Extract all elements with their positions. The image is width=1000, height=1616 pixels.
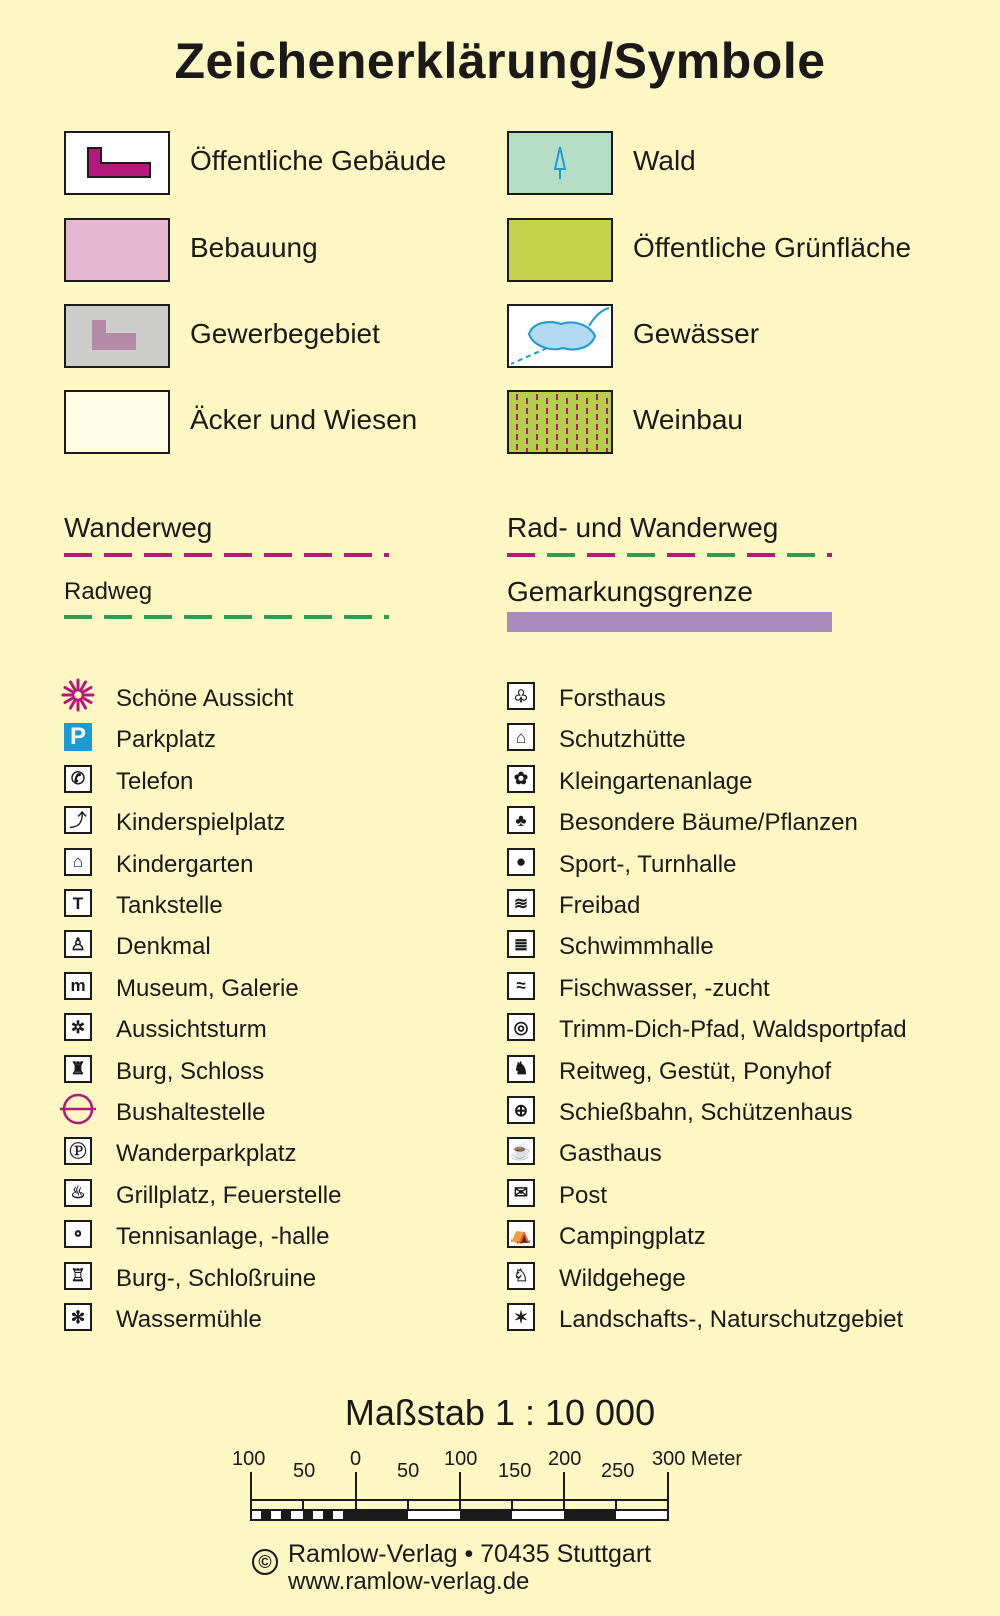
tennis-icon: ⚬	[64, 1220, 92, 1248]
symbol-label: Schutzhütte	[559, 726, 686, 754]
legend-forest	[507, 131, 947, 197]
symbol-label: Burg-, Schloßruine	[116, 1264, 317, 1292]
symbol-label: Wassermühle	[116, 1306, 262, 1333]
legend-symbol	[507, 806, 927, 842]
legend-viticulture	[507, 390, 947, 456]
symbol-label: Sport-, Turnhalle	[559, 850, 737, 878]
symbol-label: Freibad	[559, 892, 641, 919]
bus-stop-icon	[64, 1096, 92, 1124]
legend-symbol	[507, 1013, 927, 1049]
lookout-tower-icon: ✲	[64, 1013, 92, 1041]
legend-symbol	[64, 889, 484, 925]
post-horn-icon: ✉	[507, 1179, 535, 1207]
symbol-label: Kleingartenanlage	[559, 767, 753, 795]
scale-tick-label: 50	[397, 1460, 420, 1482]
legend-symbol	[507, 848, 927, 884]
wildlife-enclosure-icon: ♘	[507, 1262, 535, 1290]
scale-tick-label: 50	[293, 1460, 316, 1482]
scale-bar	[246, 1470, 676, 1526]
campfire-icon: ♨	[64, 1179, 92, 1207]
area-label: Wald	[633, 145, 696, 176]
legend-symbol	[64, 1013, 484, 1049]
legend-symbol	[507, 1137, 927, 1173]
scale-tick-label: 100	[232, 1448, 266, 1470]
symbol-label: Besondere Bäume/Pflanzen	[559, 809, 858, 837]
line-label: Radweg	[64, 578, 153, 605]
legend-symbol	[64, 806, 484, 842]
scale-tick-label: 100	[444, 1448, 478, 1470]
legend-symbol	[507, 1055, 927, 1091]
boundary-band	[507, 612, 832, 632]
industrial-swatch	[64, 304, 170, 368]
legend-green-space	[507, 218, 947, 284]
legend-symbol	[64, 1055, 484, 1091]
forest-swatch	[507, 131, 613, 195]
legend-public-buildings	[64, 131, 484, 197]
indoor-pool-icon: ≣	[507, 930, 535, 958]
legend-industrial	[64, 304, 484, 370]
symbol-label: Schöne Aussicht	[116, 685, 294, 712]
legend-symbol	[64, 682, 484, 718]
symbol-label: Gasthaus	[559, 1140, 662, 1168]
parking-icon: P	[64, 723, 92, 751]
line-label: Wanderweg	[64, 512, 213, 543]
gas-station-icon: T	[64, 889, 92, 917]
legend-symbol	[507, 1303, 927, 1339]
phone-icon: ✆	[64, 765, 92, 793]
legend-symbol	[507, 1096, 927, 1132]
forester-house-icon: ♧	[507, 682, 535, 710]
scale-tick-label: 200	[548, 1448, 582, 1470]
legend-symbol	[64, 972, 484, 1008]
shooting-range-icon: ⊕	[507, 1096, 535, 1124]
legend-symbol	[507, 930, 927, 966]
sports-hall-icon: ●	[507, 848, 535, 876]
bike-hiking-path-line	[507, 553, 832, 557]
watermill-icon: ✻	[64, 1303, 92, 1331]
water-swatch	[507, 304, 613, 368]
legend-symbol	[507, 723, 927, 759]
viticulture-swatch	[507, 390, 613, 454]
scale-tick-label: 300 Meter	[652, 1448, 743, 1470]
symbol-label: Grillplatz, Feuerstelle	[116, 1181, 342, 1209]
symbol-label: Aussichtsturm	[116, 1016, 267, 1044]
playground-icon: ⤴	[64, 806, 92, 834]
legend-title: Zeichenerklärung/Symbole	[174, 33, 826, 89]
legend-symbol	[64, 765, 484, 801]
hiker-parking-icon: Ⓟ	[64, 1137, 92, 1165]
legend-symbol	[64, 1096, 484, 1132]
legend-symbol	[64, 930, 484, 966]
castle-ruin-icon: ♖	[64, 1262, 92, 1290]
symbol-label: Parkplatz	[116, 726, 217, 754]
symbol-label: Wanderparkplatz	[116, 1140, 297, 1168]
legend-symbol	[507, 972, 927, 1008]
symbol-label: Wildgehege	[559, 1264, 686, 1292]
legend-symbol	[507, 1262, 927, 1298]
area-label: Äcker und Wiesen	[190, 404, 418, 435]
area-label: Weinbau	[633, 404, 744, 435]
symbol-label: Fischwasser, -zucht	[559, 974, 770, 1002]
legend-symbol	[64, 1137, 484, 1173]
riding-icon: ♞	[507, 1055, 535, 1083]
symbol-label: Burg, Schloss	[116, 1057, 265, 1085]
inn-icon: ☕	[507, 1137, 535, 1165]
nature-reserve-icon: ✶	[507, 1303, 535, 1331]
legend-symbol	[64, 723, 484, 759]
legend-symbol	[64, 1303, 484, 1339]
legend-symbol	[507, 682, 927, 718]
viewpoint-icon	[64, 682, 92, 710]
publisher-url: www.ramlow-verlag.de	[288, 1568, 530, 1595]
symbol-label: Kindergarten	[116, 850, 254, 878]
legend-hiking-path	[64, 512, 394, 562]
line-label: Gemarkungsgrenze	[507, 576, 753, 607]
area-label: Gewerbegebiet	[190, 318, 380, 349]
fishing-icon: ≈	[507, 972, 535, 1000]
symbol-label: Bushaltestelle	[116, 1099, 266, 1126]
copyright-icon: ©	[252, 1549, 278, 1575]
symbol-label: Telefon	[116, 767, 194, 795]
area-label: Öffentliche Gebäude	[190, 145, 447, 176]
symbol-label: Forsthaus	[559, 685, 666, 712]
legend-symbol	[64, 1220, 484, 1256]
fitness-trail-icon: ◎	[507, 1013, 535, 1041]
legend-fields	[64, 390, 484, 456]
symbol-label: Tennisanlage, -halle	[116, 1223, 330, 1251]
public-building-swatch	[64, 131, 170, 195]
legend-symbol	[507, 1179, 927, 1215]
legend-settlement	[64, 218, 484, 284]
line-label: Rad- und Wanderweg	[507, 512, 779, 543]
museum-icon: m	[64, 972, 92, 1000]
legend-bike-path	[64, 578, 394, 624]
legend-symbol	[64, 1262, 484, 1298]
symbol-label: Denkmal	[116, 933, 211, 961]
area-label: Gewässer	[633, 318, 760, 349]
legend-symbol	[507, 765, 927, 801]
outdoor-pool-icon: ≋	[507, 889, 535, 917]
special-trees-icon: ♣	[507, 806, 535, 834]
settlement-swatch	[64, 218, 170, 282]
hiking-path-line	[64, 553, 389, 557]
area-label: Bebauung	[190, 232, 318, 263]
castle-icon: ♜	[64, 1055, 92, 1083]
symbol-label: Reitweg, Gestüt, Ponyhof	[559, 1057, 832, 1085]
legend-symbol	[64, 848, 484, 884]
green-space-swatch	[507, 218, 613, 282]
legend-symbol	[507, 1220, 927, 1256]
legend-bike-hiking-path	[507, 512, 837, 562]
area-label: Öffentliche Grünfläche	[633, 232, 912, 263]
symbol-label: Kinderspielplatz	[116, 809, 286, 837]
fields-swatch	[64, 390, 170, 454]
scale-tick-label: 150	[498, 1460, 532, 1482]
shelter-icon: ⌂	[507, 723, 535, 751]
scale-tick-label: 250	[601, 1460, 635, 1482]
symbol-label: Landschafts-, Naturschutzgebiet	[559, 1306, 904, 1333]
allotment-icon: ✿	[507, 765, 535, 793]
symbol-label: Tankstelle	[116, 892, 223, 919]
scale-title: Maßstab 1 : 10 000	[344, 1392, 656, 1433]
publisher-address: Ramlow-Verlag • 70435 Stuttgart	[288, 1540, 652, 1568]
bike-path-line	[64, 615, 389, 619]
symbol-label: Schwimmhalle	[559, 933, 714, 961]
kindergarten-icon: ⌂	[64, 848, 92, 876]
camping-icon: ⛺	[507, 1220, 535, 1248]
legend-symbol	[507, 889, 927, 925]
symbol-label: Schießbahn, Schützenhaus	[559, 1099, 853, 1126]
symbol-label: Post	[559, 1181, 608, 1209]
symbol-label: Trimm-Dich-Pfad, Waldsportpfad	[559, 1016, 907, 1044]
symbol-label: Museum, Galerie	[116, 974, 299, 1002]
legend-water	[507, 304, 947, 370]
legend-symbol	[64, 1179, 484, 1215]
symbol-label: Campingplatz	[559, 1223, 706, 1251]
scale-tick-label: 0	[350, 1448, 362, 1470]
monument-icon: ♙	[64, 930, 92, 958]
legend-boundary	[507, 576, 837, 632]
